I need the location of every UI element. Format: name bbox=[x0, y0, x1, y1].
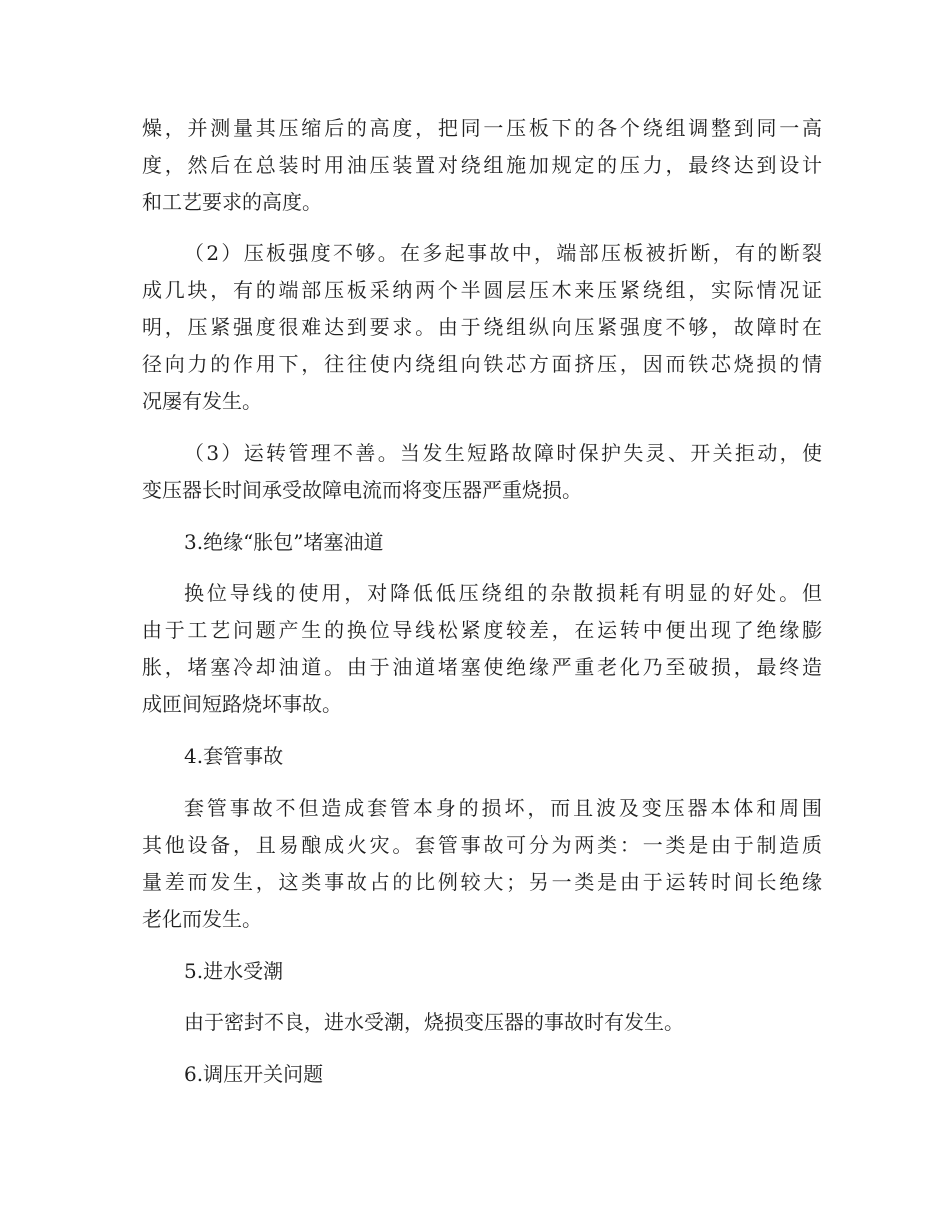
paragraph-line: 和工艺要求的高度。 bbox=[142, 190, 322, 214]
paragraph-line: 况屡有发生。 bbox=[142, 389, 262, 413]
paragraph-line: 由于密封不良，进水受潮，烧损变压器的事故时有发生。 bbox=[184, 1010, 684, 1034]
paragraph-line: 其他设备，且易酿成火灾。套管事故可分为两类：一类是由于制造质 bbox=[142, 833, 822, 857]
section-heading: 5.进水受潮 bbox=[184, 959, 284, 983]
paragraph-line: 度，然后在总装时用油压装置对绕组施加规定的压力，最终达到设计 bbox=[142, 153, 822, 177]
paragraph-line: 老化而发生。 bbox=[142, 907, 262, 931]
paragraph-line: （2）压板强度不够。在多起事故中，端部压板被折断，有的断裂 bbox=[184, 241, 822, 265]
paragraph-line: 成几块，有的端部压板采纳两个半圆层压木来压紧绕组，实际情况证 bbox=[142, 278, 822, 302]
section-heading: 4.套管事故 bbox=[184, 744, 284, 768]
paragraph-line: 由于工艺问题产生的换位导线松紧度较差，在运转中便出现了绝缘膨 bbox=[142, 618, 822, 642]
paragraph-line: 套管事故不但造成套管本身的损坏，而且波及变压器本体和周围 bbox=[184, 796, 822, 820]
section-heading: 3.绝缘“胀包”堵塞油道 bbox=[184, 530, 384, 554]
paragraph-line: 胀，堵塞冷却油道。由于油道堵塞使绝缘严重老化乃至破损，最终造 bbox=[142, 655, 822, 679]
paragraph-line: 成匝间短路烧坏事故。 bbox=[142, 692, 342, 716]
paragraph-line: 径向力的作用下，往往使内绕组向铁芯方面挤压，因而铁芯烧损的情 bbox=[142, 352, 822, 376]
paragraph-line: （3）运转管理不善。当发生短路故障时保护失灵、开关拒动，使 bbox=[184, 441, 822, 465]
paragraph-line: 量差而发生，这类事故占的比例较大；另一类是由于运转时间长绝缘 bbox=[142, 870, 822, 894]
paragraph-line: 换位导线的使用，对降低低压绕组的杂散损耗有明显的好处。但 bbox=[184, 581, 822, 605]
paragraph-line: 明，压紧强度很难达到要求。由于绕组纵向压紧强度不够，故障时在 bbox=[142, 315, 822, 339]
paragraph-line: 变压器长时间承受故障电流而将变压器严重烧损。 bbox=[142, 478, 582, 502]
section-heading: 6.调压开关问题 bbox=[184, 1062, 324, 1086]
paragraph-line: 燥，并测量其压缩后的高度，把同一压板下的各个绕组调整到同一高 bbox=[142, 116, 822, 140]
